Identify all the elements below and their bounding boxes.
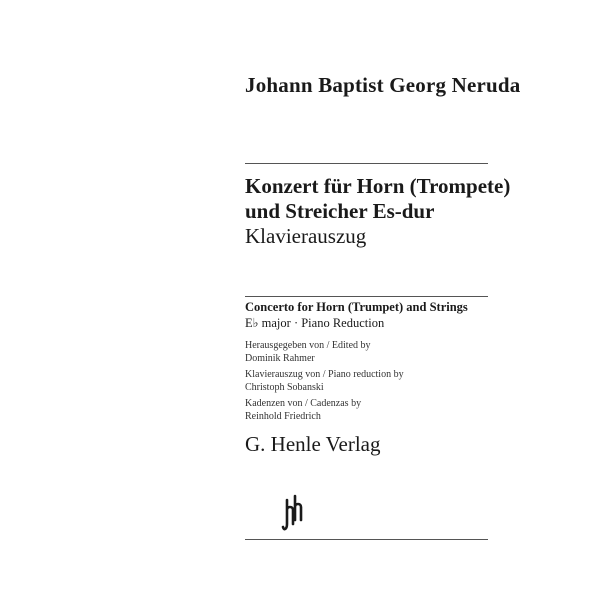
composer-name: Johann Baptist Georg Neruda <box>245 73 521 97</box>
reduction-label: Klavierauszug von / Piano reduction by <box>245 369 404 380</box>
cadenza-name: Reinhold Friedrich <box>245 411 321 422</box>
title-line-1: Konzert für Horn (Trompete) <box>245 174 511 198</box>
title-line-2: und Streicher Es-dur <box>245 199 435 223</box>
english-subtitle: E♭ major · Piano Reduction <box>245 316 385 330</box>
cadenza-label: Kadenzen von / Cadenzas by <box>245 398 362 409</box>
english-title: Concerto for Horn (Trumpet) and Strings <box>245 300 468 314</box>
henle-logo-icon <box>281 494 303 534</box>
editor-name: Dominik Rahmer <box>245 353 315 364</box>
divider-bottom <box>245 539 488 540</box>
reduction-name: Christoph Sobanski <box>245 382 324 393</box>
divider-middle <box>245 296 488 297</box>
editor-label: Herausgegeben von / Edited by <box>245 340 371 351</box>
publisher-name: G. Henle Verlag <box>245 432 381 456</box>
divider-top <box>245 163 488 164</box>
title-line-3: Klavierauszug <box>245 224 367 248</box>
